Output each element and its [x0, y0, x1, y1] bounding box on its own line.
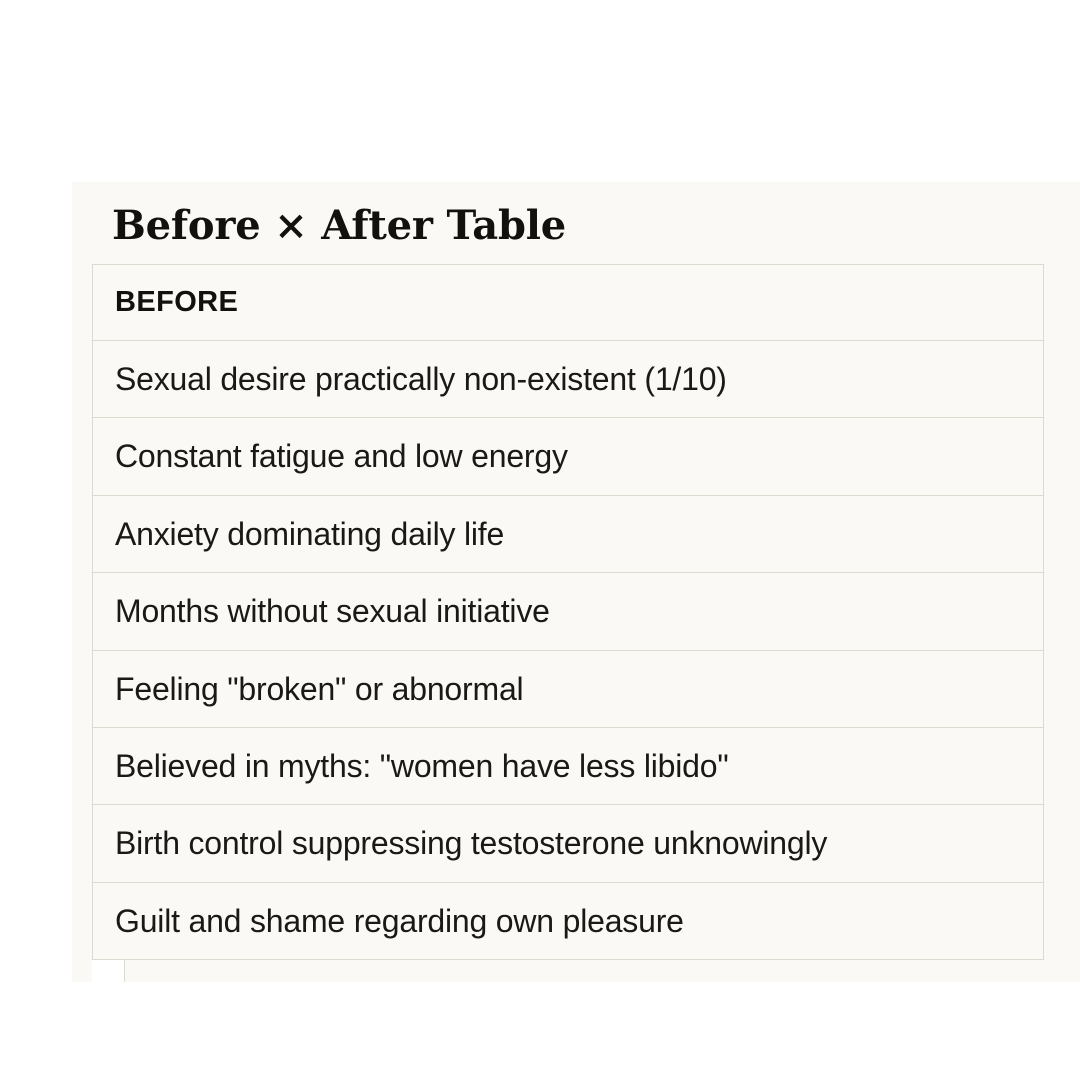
table-cell: Birth control suppressing testosterone unknowingly [115, 825, 828, 862]
table-row [93, 341, 1043, 418]
table-row [93, 728, 1043, 805]
table-cell: Guilt and shame regarding own pleasure [115, 902, 684, 939]
table-cell: Believed in myths: "women have less libido" [115, 747, 729, 784]
table-cell: Anxiety dominating daily life [115, 515, 505, 552]
column-header-before: BEFORE [115, 286, 239, 318]
before-table [92, 264, 1044, 960]
table-corner-notch [92, 960, 125, 982]
table-row [93, 496, 1043, 573]
table-row [93, 418, 1043, 495]
page-title: Before × After Table [112, 202, 566, 249]
table-cell: Feeling "broken" or abnormal [115, 670, 524, 707]
table-row [93, 651, 1043, 728]
table-cell: Constant fatigue and low energy [115, 438, 568, 475]
table-cell: Months without sexual initiative [115, 593, 550, 630]
before-after-card [72, 182, 1080, 982]
table-cell: Sexual desire practically non-existent (1/10) [115, 361, 727, 397]
table-header-row [93, 265, 1043, 341]
table-row [93, 805, 1043, 882]
table-row [93, 883, 1043, 960]
table-row [93, 573, 1043, 650]
